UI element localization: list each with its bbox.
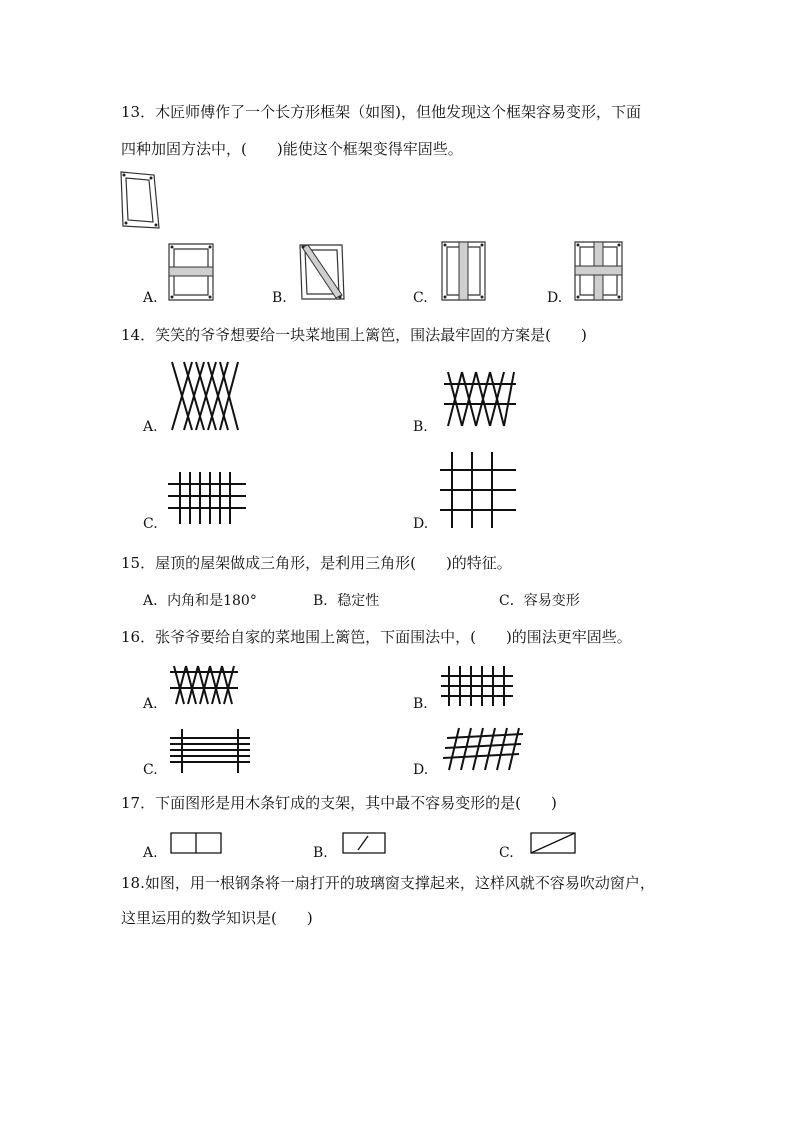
- q14-option-a-label: A.: [143, 419, 158, 435]
- q16-option-d-label: D.: [413, 762, 429, 778]
- q15-text: 15．屋顶的屋架做成三角形，是利用三角形( )的特征。: [121, 554, 512, 572]
- q18-text-line1: 18.如图，用一根钢条将一扇打开的玻璃窗支撑起来，这样风就不容易吹动窗户，: [121, 874, 655, 892]
- q16-option-d-fence: [443, 726, 523, 772]
- q13-option-a-label: A.: [143, 290, 158, 306]
- q16-text: 16．张爷爷要给自家的菜地围上篱笆，下面围法中，( )的围法更牢固些。: [121, 628, 632, 646]
- q15-option-b: B．稳定性: [313, 593, 380, 609]
- q18-text-line2: 这里运用的数学知识是( ): [121, 909, 313, 927]
- q13-option-b-label: B.: [272, 290, 287, 306]
- q14-text: 14．笑笑的爷爷想要给一块菜地围上篱笆，围法最牢固的方案是( ): [121, 326, 587, 344]
- q14-option-c-label: C.: [143, 516, 158, 532]
- q13-text-line1: 13．木匠师傅作了一个长方形框架（如图)，但他发现这个框架容易变形，下面: [121, 103, 641, 121]
- q13-option-b-figure: [298, 243, 346, 301]
- q13-frame-figure: [118, 170, 162, 232]
- q16-option-a-fence: [170, 664, 238, 706]
- q13-option-c-label: C.: [413, 290, 428, 306]
- q16-option-b-fence: [441, 666, 513, 706]
- q13-option-a-figure: [168, 243, 214, 301]
- q14-option-b-fence: [442, 370, 518, 428]
- q17-option-b-figure: [342, 832, 386, 854]
- q13-option-d-figure: [574, 240, 624, 302]
- q16-option-b-label: B.: [413, 696, 428, 712]
- q17-option-a-label: A.: [143, 845, 158, 861]
- q13-text-line2: 四种加固方法中，( )能使这个框架变得牢固些。: [121, 140, 463, 158]
- q14-option-c-fence: [168, 470, 246, 526]
- q14-option-d-label: D.: [413, 516, 429, 532]
- q14-option-d-fence: [440, 452, 516, 528]
- q17-option-c-figure: [530, 832, 576, 854]
- q14-option-b-label: B.: [413, 419, 428, 435]
- q16-option-c-label: C.: [143, 762, 158, 778]
- q17-text: 17．下面图形是用木条钉成的支架，其中最不容易变形的是( ): [121, 794, 557, 812]
- q16-option-c-fence: [170, 729, 250, 773]
- q17-option-c-label: C.: [499, 845, 514, 861]
- q15-option-a: A．内角和是180°: [143, 593, 257, 609]
- q13-option-d-label: D.: [547, 290, 563, 306]
- q16-option-a-label: A.: [143, 696, 158, 712]
- q13-option-c-figure: [441, 240, 487, 302]
- q17-option-b-label: B.: [313, 845, 328, 861]
- q17-option-a-figure: [170, 832, 222, 854]
- q15-option-c: C．容易变形: [499, 593, 580, 609]
- q14-option-a-fence: [170, 360, 240, 432]
